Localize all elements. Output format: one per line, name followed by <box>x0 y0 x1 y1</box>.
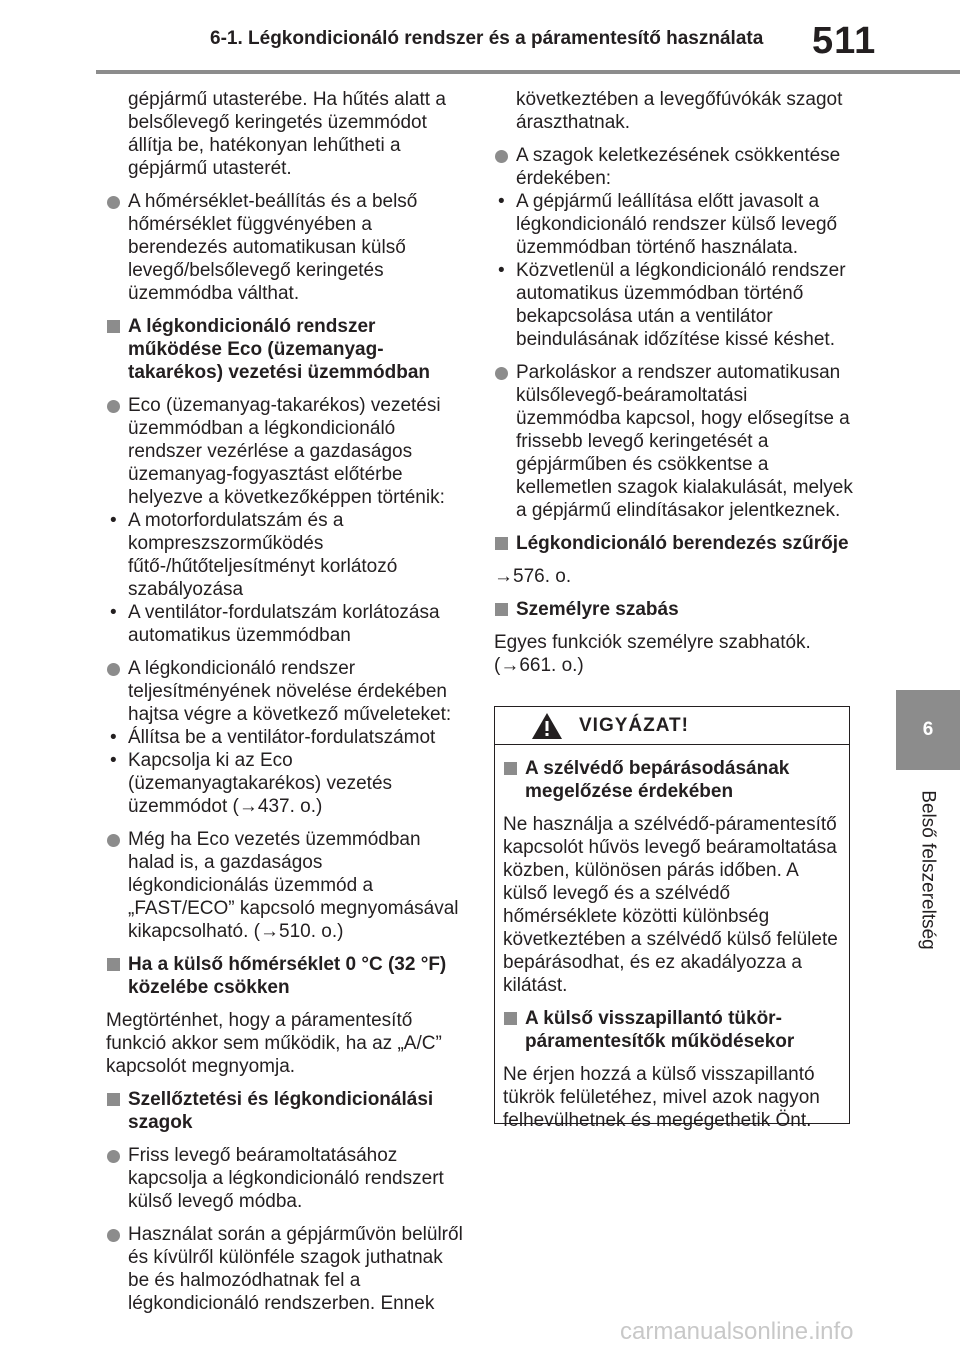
sub-list-item: • A motorfordulatszám és a kompreszszorműködés fűtő-/hűtőteljesítményt korlátozó szabályozása <box>106 509 468 601</box>
bullet-paragraph: A hőmérséklet-beállítás és a belső hőmérséklet függvényében a berendezés automatikusan külső levegő/belsőlevegő keringetés üzemmódba válthat. <box>106 190 468 305</box>
section-title: 6-1. Légkondicionáló rendszer és a páramentesítő használata <box>210 28 764 49</box>
caution-header <box>495 707 849 745</box>
intro-text: gépjármű utasterébe. Ha hűtés alatt a belsőlevegő keringetés üzemmódot állítja be, hatékonyan lehűtheti a gépjármű utasterét. <box>128 89 446 179</box>
page-number: 511 <box>812 20 877 62</box>
caution-paragraph: Ne érjen hozzá a külső visszapillantó tükrök felületéhez, mivel azok nagyon felhevülhetnek és megégethetik Önt. <box>503 1064 820 1131</box>
sub-list <box>106 726 468 818</box>
section-heading: Ha a külső hőmérséklet 0 °C (32 °F) közelébe csökken <box>106 953 468 999</box>
watermark: carmanualsonline.info <box>620 1318 854 1345</box>
header-rule <box>96 70 960 74</box>
chapter-label-text: Belső felszereltség <box>918 790 939 950</box>
page-reference[interactable]: →576. o. <box>494 566 572 587</box>
caution-heading: A külső visszapillantó tükör-páramentesítők működésekor <box>503 1007 841 1053</box>
sub-list <box>106 509 468 647</box>
sub-list-item: • A ventilátor-fordulatszám korlátozása automatikus üzemmódban <box>106 601 468 647</box>
sub-list-item: • Állítsa be a ventilátor-fordulatszámot <box>106 726 468 749</box>
bullet-paragraph: Eco (üzemanyag-takarékos) vezetési üzemmódban a légkondicionáló rendszer vezérlése a gazdaságos üzemanyag-fogyasztást előtérbe helyezve a következőképpen történik: <box>106 394 468 509</box>
caution-title: VIGYÁZAT! <box>579 714 689 736</box>
caution-body <box>495 745 849 1132</box>
bullet-paragraph: A légkondicionáló rendszer teljesítményének növelése érdekében hajtsa végre a következő műveleteket: <box>106 657 468 726</box>
right-column <box>494 88 856 687</box>
caution-paragraph: Ne használja a szélvédő-páramentesítő kapcsolót hűvös levegő beáramoltatása közben, különösen párás időben. A külső levegő és a szélvédő hőmérséklete közötti különbség következtében a szélvédő külső felülete bepárásodhat, és ez akadályozza a kilátást. <box>503 814 838 996</box>
bullet-paragraph: Parkoláskor a rendszer automatikusan külsőlevegő-beáramoltatási üzemmódba kapcsol, hogy elősegítse a frissebb levegő keringetését a gépjárműben és csökkentse a kellemetlen szagok kialakulását, melyek a gépjármű elindításakor jelentkeznek. <box>494 361 856 522</box>
warning-triangle-icon <box>531 712 563 740</box>
section-heading: Légkondicionáló berendezés szűrője <box>494 532 856 555</box>
chapter-label <box>896 780 960 960</box>
left-column <box>106 88 468 1325</box>
sub-list-item: • A gépjármű leállítása előtt javasolt a légkondicionáló rendszer külső levegő üzemmódban történő használata. <box>494 190 856 259</box>
sub-list-item: • Kapcsolja ki az Eco (üzemanyagtakarékos) vezetés üzemmódot (→437. o.) <box>106 749 468 818</box>
bullet-paragraph: Még ha Eco vezetés üzemmódban halad is, a gazdaságos légkondicionálás üzemmód a „FAST/ECO” kapcsoló megnyomásával kikapcsolható. (→510. o.) <box>106 828 468 943</box>
section-heading: Személyre szabás <box>494 598 856 621</box>
body-paragraph: Egyes funkciók személyre szabhatók. (→661. o.) <box>494 632 811 676</box>
bullet-paragraph: A szagok keletkezésének csökkentése érdekében: <box>494 144 856 190</box>
caution-heading: A szélvédő bepárásodásának megelőzése érdekében <box>503 757 841 803</box>
body-paragraph: Megtörténhet, hogy a páramentesítő funkció akkor sem működik, ha az „A/C” kapcsolót megnyomja. <box>106 1010 442 1077</box>
bullet-paragraph: Használat során a gépjárművön belülről és kívülről különféle szagok juthatnak be és halmozódhatnak fel a légkondicionáló rendszerben. Ennek <box>106 1223 468 1315</box>
section-heading: A légkondicionáló rendszer működése Eco (üzemanyag-takarékos) vezetési üzemmódban <box>106 315 468 384</box>
bullet-paragraph: Friss levegő beáramoltatásához kapcsolja a légkondicionáló rendszert külső levegő módba. <box>106 1144 468 1213</box>
sub-list-item: • Közvetlenül a légkondicionáló rendszer automatikus üzemmódban történő bekapcsolása után a ventilátor beindulásának időzítése kissé késhet. <box>494 259 856 351</box>
continued-text: következtében a levegőfúvókák szagot áraszthatnak. <box>516 89 843 133</box>
caution-box <box>494 706 850 1131</box>
sub-list <box>494 190 856 351</box>
section-heading: Szellőztetési és légkondicionálási szagok <box>106 1088 468 1134</box>
chapter-tab[interactable]: 6 <box>896 690 960 770</box>
